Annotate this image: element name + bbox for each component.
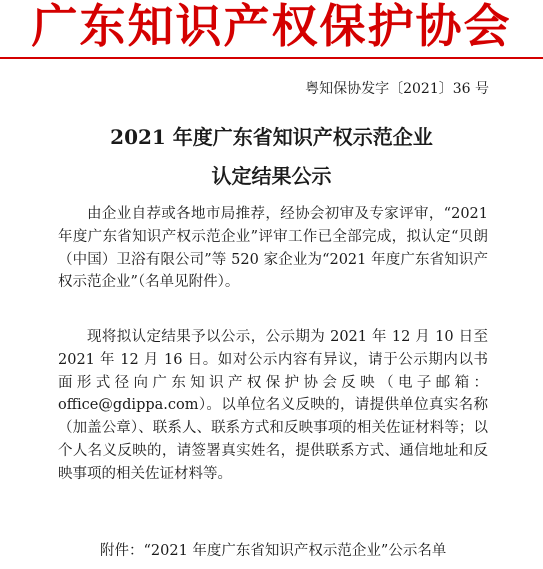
organization-header: 广东知识产权保护协会	[31, 0, 512, 53]
document-title-line1: 2021 年度广东省知识产权示范企业	[110, 125, 433, 149]
body-paragraph-2: 现将拟认定结果予以公示，公示期为 2021 年 12 月 10 日至 2021 年 12 月 16 日。如对公示内容有异议，请于公示期内以书面形式径向广东知识产权保护协会反映（电子邮箱：office@gdippa.com）。以单位名义反映的，请提供单位真实名称（加盖公章）、联系人、联系方式和反映事项的相关佐证材料等；以个人名义反映的，请签署真实姓名，提供联系方式、通信地址和反映事项的相关佐证材料等。	[58, 329, 488, 482]
attachment-note: 附件：“2021 年度广东省知识产权示范企业”公示名单	[100, 543, 447, 559]
document-number: 粤知保协发字〔2021〕36 号	[305, 81, 489, 97]
header-divider	[0, 57, 543, 59]
document-title-line2: 认定结果公示	[211, 164, 332, 188]
body-paragraph-1: 由企业自荐或各地市局推荐，经协会初审及专家评审，“2021 年度广东省知识产权示范企业”评审工作已全部完成，拟认定“贝朗（中国）卫浴有限公司”等 520 家企业为“2021 年度广东省知识产权示范企业”（名单见附件）。	[58, 206, 488, 291]
